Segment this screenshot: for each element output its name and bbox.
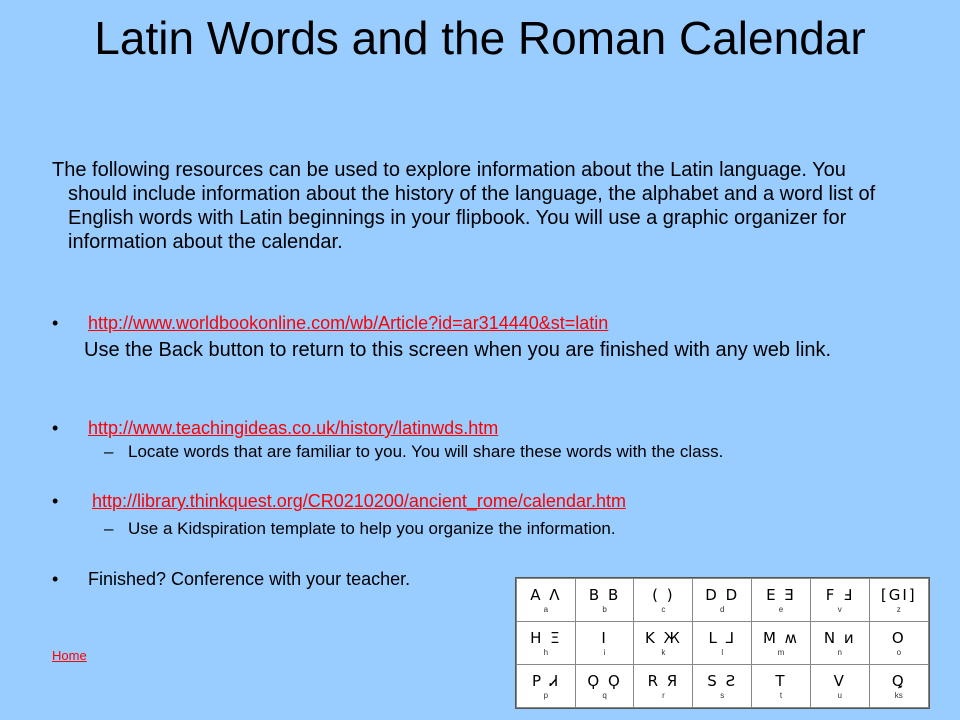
letter-label: o (896, 648, 902, 657)
alphabet-cell (634, 665, 693, 708)
slide-title: Latin Words and the Roman Calendar (94, 12, 866, 64)
letter-glyph: [GI] (880, 586, 917, 604)
letter-glyph: D D (705, 586, 740, 604)
letter-label: a (543, 605, 549, 614)
letter-glyph: B B (588, 586, 621, 604)
letter-glyph: Ϙ Ϙ (587, 672, 622, 690)
alphabet-cell (752, 622, 811, 665)
letter-label: n (837, 648, 842, 657)
letter-glyph: S Ƨ (707, 672, 738, 690)
alphabet-row (517, 665, 929, 708)
alphabet-cell (517, 665, 576, 708)
alphabet-cell (869, 579, 928, 622)
letter-glyph: N ᴎ (823, 629, 856, 647)
alphabet-cell (634, 622, 693, 665)
sub-item-locate-words (104, 442, 723, 462)
alphabet-cell (517, 579, 576, 622)
letter-glyph: I (601, 629, 608, 647)
letter-glyph: P Ꮧ (532, 672, 560, 690)
alphabet-cell (634, 579, 693, 622)
letter-glyph: A Λ (530, 586, 562, 604)
dash: – (104, 519, 114, 538)
letter-glyph: Ꝗ (891, 672, 906, 690)
letter-glyph: F Ⅎ (825, 586, 854, 604)
dash: – (104, 442, 114, 461)
alphabet-cell (575, 665, 634, 708)
alphabet-row (517, 622, 929, 665)
letter-label: h (543, 648, 549, 657)
letter-label: u (837, 691, 842, 700)
letter-label: l (721, 648, 724, 657)
alphabet-cell (810, 579, 869, 622)
letter-label: v (837, 605, 842, 614)
bullet: • (52, 569, 59, 589)
letter-glyph: M ʍ (762, 629, 799, 647)
letter-label: r (662, 691, 665, 700)
alphabet-cell (693, 622, 752, 665)
letter-label: m (777, 648, 785, 657)
bullet: • (52, 491, 59, 511)
letter-label: ks (894, 691, 903, 700)
alphabet-cell (810, 665, 869, 708)
alphabet-cell (869, 665, 928, 708)
bullet: • (52, 418, 59, 438)
back-button-note: Use the Back button to return to this screen when you are finished with any web link. (84, 339, 832, 361)
alphabet-cell (752, 665, 811, 708)
letter-label: e (778, 605, 784, 614)
latin-alphabet-table (515, 577, 930, 709)
thinkquest-link[interactable]: http://library.thinkquest.org/CR0210200/ancient_rome/calendar.htm (92, 491, 626, 511)
alphabet-cell (693, 665, 752, 708)
finished-text: Finished? Conference with your teacher. (88, 569, 411, 589)
worldbook-link[interactable]: http://www.worldbookonline.com/wb/Article?id=ar314440&st=latin (88, 313, 609, 333)
letter-glyph: E Ǝ (766, 586, 796, 604)
letter-label: z (896, 605, 901, 614)
letter-label: c (661, 605, 666, 614)
letter-label: i (603, 648, 606, 657)
letter-glyph: T (775, 672, 787, 690)
sub-item-text: Use a Kidspiration template to help you organize the information. (128, 519, 616, 538)
intro-paragraph: The following resources can be used to explore information about the Latin language. You should include information about the history of the language, the alphabet and a word list of English words with Latin beginnings in your flipbook. You will use a graphic organizer for information about the calendar. (52, 159, 876, 253)
alphabet-cell (575, 579, 634, 622)
letter-label: b (602, 605, 607, 614)
sub-item-text: Locate words that are familiar to you. You will share these words with the class. (128, 442, 724, 461)
letter-glyph: H Ξ (530, 629, 562, 647)
letter-glyph: V (833, 672, 846, 690)
letter-label: t (779, 691, 783, 700)
sub-item-kidspiration (104, 519, 616, 539)
home-link[interactable]: Home (52, 648, 87, 663)
letter-label: p (543, 691, 549, 700)
letter-glyph: ( ) (652, 586, 675, 604)
alphabet-cell (575, 622, 634, 665)
letter-label: k (661, 648, 666, 657)
alphabet-cell (517, 622, 576, 665)
letter-glyph: R Я (647, 672, 680, 690)
letter-glyph: K Ж (645, 629, 682, 647)
alphabet-cell (869, 622, 928, 665)
letter-label: d (719, 605, 725, 614)
bullet: • (52, 313, 59, 333)
teachingideas-link[interactable]: http://www.teachingideas.co.uk/history/latinwds.htm (88, 418, 499, 438)
alphabet-cell (752, 579, 811, 622)
letter-label: q (602, 691, 607, 700)
alphabet-cell (810, 622, 869, 665)
alphabet-row (517, 579, 929, 622)
alphabet-cell (693, 579, 752, 622)
letter-label: s (720, 691, 725, 700)
letter-glyph: L ⅃ (708, 629, 736, 647)
letter-glyph: O (891, 629, 906, 647)
